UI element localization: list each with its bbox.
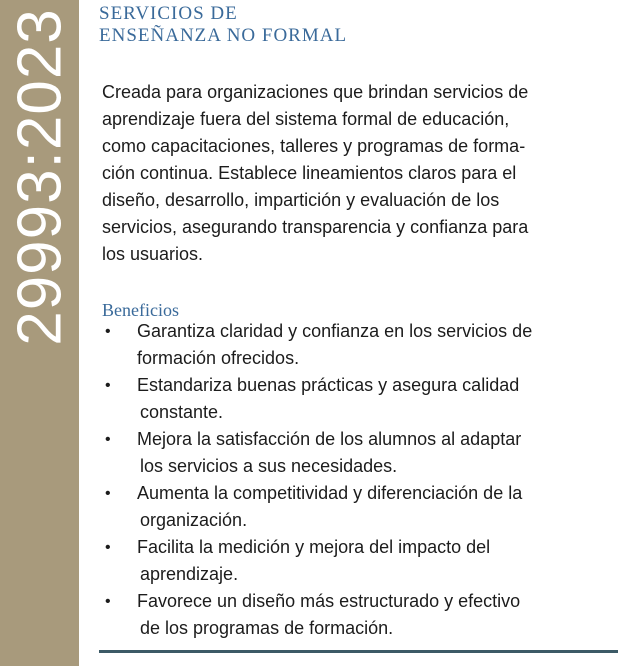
bullet-icon: • <box>105 539 111 556</box>
intro-line: servicios, asegurando transparencia y confianza para <box>102 217 529 237</box>
bullet-icon: • <box>105 323 111 340</box>
benefit-text-line: Aumenta la competitividad y diferenciación de la <box>137 483 523 503</box>
benefit-item <box>102 318 612 372</box>
intro-paragraph <box>102 79 607 268</box>
section-title-line-2: ENSEÑANZA NO FORMAL <box>99 25 348 46</box>
benefit-text-line: aprendizaje. <box>140 564 239 584</box>
intro-line: como capacitaciones, talleres y programas de forma- <box>102 136 526 156</box>
benefits-heading: Beneficios <box>102 300 179 320</box>
section-title-line-1: SERVICIOS DE <box>99 3 238 24</box>
benefits-list <box>102 318 612 642</box>
intro-line: Creada para organizaciones que brindan servicios de <box>102 82 529 102</box>
intro-line: los usuarios. <box>102 244 204 264</box>
benefit-text-line: los servicios a sus necesidades. <box>140 456 398 476</box>
benefit-text-line: constante. <box>140 402 224 422</box>
side-band <box>0 0 79 666</box>
bullet-icon: • <box>105 485 111 502</box>
benefit-text-line: Mejora la satisfacción de los alumnos al adaptar <box>137 429 522 449</box>
intro-line: diseño, desarrollo, impartición y evaluación de los <box>102 190 500 210</box>
benefit-item <box>102 480 612 534</box>
benefit-text-line: Facilita la medición y mejora del impacto del <box>137 537 491 557</box>
benefit-text-line: formación ofrecidos. <box>137 348 300 368</box>
bullet-icon: • <box>105 593 111 610</box>
intro-line: ción continua. Establece lineamientos claros para el <box>102 163 517 183</box>
benefit-item <box>102 426 612 480</box>
benefit-text-line: Favorece un diseño más estructurado y efectivo <box>137 591 521 611</box>
benefit-item <box>102 534 612 588</box>
bullet-icon: • <box>105 431 111 448</box>
section-title <box>99 3 599 47</box>
benefit-text-line: de los programas de formación. <box>140 618 394 638</box>
benefit-text-line: Garantiza claridad y confianza en los servicios de <box>137 321 533 341</box>
benefit-text-line: Estandariza buenas prácticas y asegura calidad <box>137 375 520 395</box>
bullet-icon: • <box>105 377 111 394</box>
standard-code: 29993:2023 <box>5 8 75 346</box>
benefit-text-line: organización. <box>140 510 248 530</box>
bottom-divider <box>99 650 618 653</box>
benefit-item <box>102 588 612 642</box>
benefit-item <box>102 372 612 426</box>
intro-line: aprendizaje fuera del sistema formal de educación, <box>102 109 510 129</box>
